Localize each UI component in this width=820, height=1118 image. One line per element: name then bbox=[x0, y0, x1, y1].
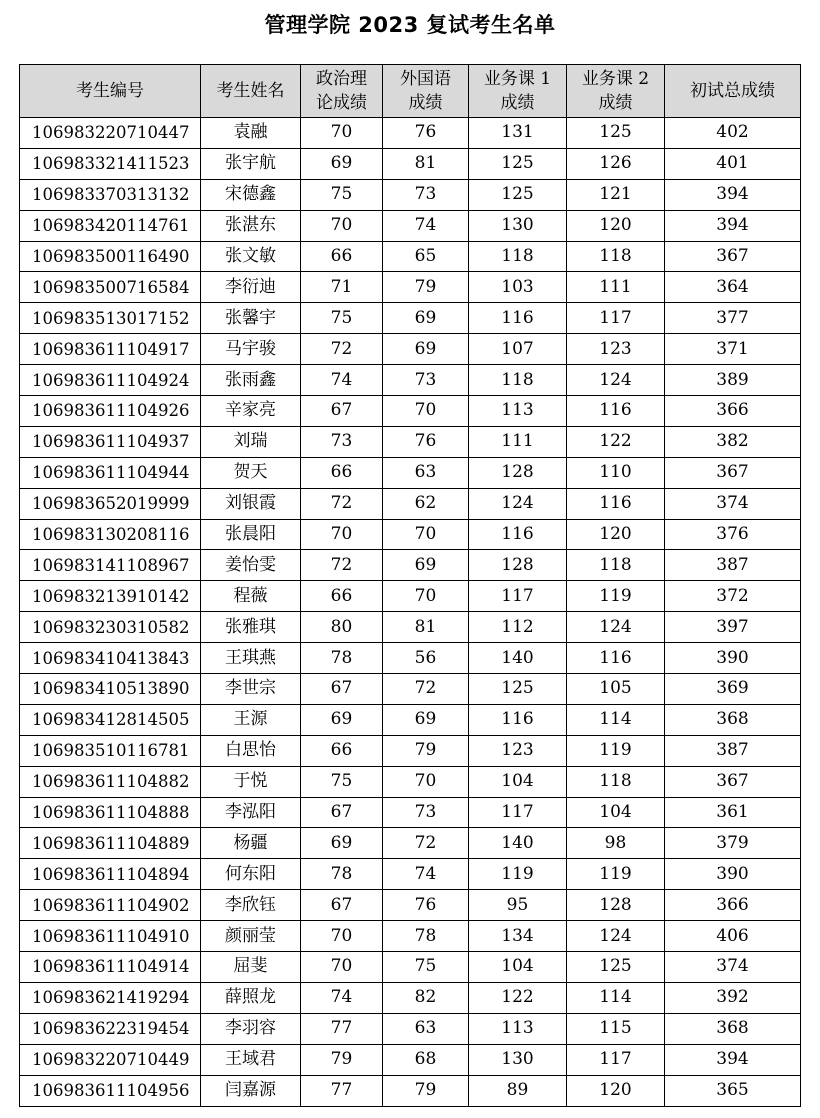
cell-candidate-id: 106983611104889 bbox=[20, 828, 201, 859]
cell-total-score: 394 bbox=[665, 210, 801, 241]
cell-candidate-id: 106983410413843 bbox=[20, 643, 201, 674]
cell-candidate-name: 张文敏 bbox=[201, 241, 301, 272]
cell-total-score: 377 bbox=[665, 303, 801, 334]
cell-politics-score: 72 bbox=[301, 488, 383, 519]
cell-total-score: 371 bbox=[665, 334, 801, 365]
cell-candidate-name: 张湛东 bbox=[201, 210, 301, 241]
table-row bbox=[20, 210, 801, 241]
cell-course1-score: 123 bbox=[469, 735, 567, 766]
cell-total-score: 367 bbox=[665, 766, 801, 797]
cell-total-score: 369 bbox=[665, 674, 801, 705]
cell-politics-score: 70 bbox=[301, 519, 383, 550]
table-row bbox=[20, 303, 801, 334]
cell-total-score: 367 bbox=[665, 457, 801, 488]
cell-politics-score: 70 bbox=[301, 210, 383, 241]
cell-foreign-language-score: 70 bbox=[383, 766, 469, 797]
cell-politics-score: 67 bbox=[301, 396, 383, 427]
cell-candidate-name: 张馨宇 bbox=[201, 303, 301, 334]
cell-candidate-name: 袁融 bbox=[201, 118, 301, 149]
header-total-score bbox=[665, 65, 801, 118]
header-candidate-name bbox=[201, 65, 301, 118]
cell-candidate-id: 106983611104926 bbox=[20, 396, 201, 427]
cell-course1-score: 116 bbox=[469, 704, 567, 735]
table-row bbox=[20, 457, 801, 488]
cell-total-score: 392 bbox=[665, 982, 801, 1013]
header-foreign-language-score bbox=[383, 65, 469, 118]
cell-total-score: 389 bbox=[665, 365, 801, 396]
cell-course2-score: 118 bbox=[567, 241, 665, 272]
cell-candidate-name: 何东阳 bbox=[201, 859, 301, 890]
cell-total-score: 364 bbox=[665, 272, 801, 303]
cell-course2-score: 117 bbox=[567, 303, 665, 334]
cell-candidate-name: 宋德鑫 bbox=[201, 179, 301, 210]
cell-politics-score: 75 bbox=[301, 766, 383, 797]
cell-course2-score: 119 bbox=[567, 859, 665, 890]
cell-course1-score: 104 bbox=[469, 952, 567, 983]
cell-candidate-name: 张晨阳 bbox=[201, 519, 301, 550]
cell-candidate-name: 刘瑞 bbox=[201, 426, 301, 457]
table-body bbox=[20, 118, 801, 1107]
cell-course2-score: 121 bbox=[567, 179, 665, 210]
cell-candidate-name: 贺天 bbox=[201, 457, 301, 488]
cell-candidate-name: 张宇航 bbox=[201, 148, 301, 179]
cell-course2-score: 98 bbox=[567, 828, 665, 859]
cell-candidate-id: 106983141108967 bbox=[20, 550, 201, 581]
header-foreign-line2: 成绩 bbox=[408, 93, 443, 113]
cell-politics-score: 67 bbox=[301, 674, 383, 705]
cell-foreign-language-score: 82 bbox=[383, 982, 469, 1013]
cell-foreign-language-score: 63 bbox=[383, 1013, 469, 1044]
cell-politics-score: 69 bbox=[301, 828, 383, 859]
table-row bbox=[20, 797, 801, 828]
header-total-score-label: 初试总成绩 bbox=[690, 81, 775, 101]
cell-course2-score: 122 bbox=[567, 426, 665, 457]
cell-course1-score: 118 bbox=[469, 241, 567, 272]
cell-course2-score: 120 bbox=[567, 1075, 665, 1106]
cell-course1-score: 134 bbox=[469, 921, 567, 952]
cell-politics-score: 70 bbox=[301, 921, 383, 952]
cell-course1-score: 119 bbox=[469, 859, 567, 890]
cell-course1-score: 128 bbox=[469, 550, 567, 581]
cell-politics-score: 79 bbox=[301, 1044, 383, 1075]
cell-foreign-language-score: 78 bbox=[383, 921, 469, 952]
header-course2-score bbox=[567, 65, 665, 118]
cell-total-score: 367 bbox=[665, 241, 801, 272]
table-row bbox=[20, 550, 801, 581]
cell-course1-score: 113 bbox=[469, 396, 567, 427]
table-row bbox=[20, 643, 801, 674]
cell-foreign-language-score: 76 bbox=[383, 118, 469, 149]
cell-candidate-id: 106983621419294 bbox=[20, 982, 201, 1013]
table-row bbox=[20, 612, 801, 643]
cell-candidate-name: 薛照龙 bbox=[201, 982, 301, 1013]
cell-course1-score: 113 bbox=[469, 1013, 567, 1044]
cell-candidate-id: 106983412814505 bbox=[20, 704, 201, 735]
cell-candidate-id: 106983370313132 bbox=[20, 179, 201, 210]
cell-foreign-language-score: 74 bbox=[383, 210, 469, 241]
cell-course1-score: 111 bbox=[469, 426, 567, 457]
header-politics-score bbox=[301, 65, 383, 118]
cell-course1-score: 125 bbox=[469, 179, 567, 210]
cell-foreign-language-score: 56 bbox=[383, 643, 469, 674]
cell-candidate-name: 白思怡 bbox=[201, 735, 301, 766]
cell-foreign-language-score: 68 bbox=[383, 1044, 469, 1075]
header-course1-line1: 业务课 1 bbox=[483, 69, 552, 89]
cell-candidate-id: 106983611104917 bbox=[20, 334, 201, 365]
table-row bbox=[20, 334, 801, 365]
cell-foreign-language-score: 79 bbox=[383, 735, 469, 766]
cell-course2-score: 128 bbox=[567, 890, 665, 921]
cell-candidate-id: 106983321411523 bbox=[20, 148, 201, 179]
table-row bbox=[20, 1013, 801, 1044]
cell-foreign-language-score: 69 bbox=[383, 303, 469, 334]
cell-course2-score: 111 bbox=[567, 272, 665, 303]
table-row bbox=[20, 272, 801, 303]
table-row bbox=[20, 766, 801, 797]
cell-course2-score: 115 bbox=[567, 1013, 665, 1044]
cell-total-score: 365 bbox=[665, 1075, 801, 1106]
cell-course1-score: 116 bbox=[469, 519, 567, 550]
cell-total-score: 366 bbox=[665, 396, 801, 427]
cell-course1-score: 124 bbox=[469, 488, 567, 519]
table-row bbox=[20, 426, 801, 457]
cell-foreign-language-score: 74 bbox=[383, 859, 469, 890]
cell-politics-score: 74 bbox=[301, 365, 383, 396]
cell-candidate-name: 辛家亮 bbox=[201, 396, 301, 427]
cell-foreign-language-score: 81 bbox=[383, 612, 469, 643]
cell-candidate-id: 106983220710449 bbox=[20, 1044, 201, 1075]
table-row bbox=[20, 396, 801, 427]
cell-course2-score: 124 bbox=[567, 921, 665, 952]
cell-candidate-name: 王琪燕 bbox=[201, 643, 301, 674]
cell-foreign-language-score: 69 bbox=[383, 704, 469, 735]
cell-candidate-id: 106983420114761 bbox=[20, 210, 201, 241]
cell-politics-score: 69 bbox=[301, 704, 383, 735]
header-candidate-id bbox=[20, 65, 201, 118]
cell-course1-score: 103 bbox=[469, 272, 567, 303]
document-title: 管理学院 2023 复试考生名单 bbox=[264, 13, 556, 37]
cell-candidate-name: 李衍迪 bbox=[201, 272, 301, 303]
cell-course1-score: 130 bbox=[469, 1044, 567, 1075]
cell-candidate-id: 106983220710447 bbox=[20, 118, 201, 149]
cell-candidate-name: 闫嘉源 bbox=[201, 1075, 301, 1106]
cell-candidate-name: 李欣钰 bbox=[201, 890, 301, 921]
cell-course2-score: 119 bbox=[567, 581, 665, 612]
table-row bbox=[20, 581, 801, 612]
cell-candidate-name: 李羽容 bbox=[201, 1013, 301, 1044]
table-row bbox=[20, 519, 801, 550]
cell-total-score: 361 bbox=[665, 797, 801, 828]
header-candidate-name-label: 考生姓名 bbox=[216, 81, 285, 101]
cell-course2-score: 114 bbox=[567, 704, 665, 735]
cell-candidate-name: 于悦 bbox=[201, 766, 301, 797]
cell-course1-score: 131 bbox=[469, 118, 567, 149]
cell-candidate-id: 106983510116781 bbox=[20, 735, 201, 766]
cell-politics-score: 72 bbox=[301, 550, 383, 581]
header-politics-line1: 政治理 bbox=[316, 69, 367, 89]
cell-total-score: 394 bbox=[665, 179, 801, 210]
cell-course2-score: 114 bbox=[567, 982, 665, 1013]
cell-candidate-id: 106983410513890 bbox=[20, 674, 201, 705]
cell-candidate-name: 杨疆 bbox=[201, 828, 301, 859]
table-row bbox=[20, 921, 801, 952]
cell-candidate-name: 王域君 bbox=[201, 1044, 301, 1075]
cell-politics-score: 70 bbox=[301, 952, 383, 983]
cell-foreign-language-score: 79 bbox=[383, 272, 469, 303]
cell-total-score: 382 bbox=[665, 426, 801, 457]
header-course1-score bbox=[469, 65, 567, 118]
cell-politics-score: 67 bbox=[301, 797, 383, 828]
cell-candidate-id: 106983500116490 bbox=[20, 241, 201, 272]
cell-politics-score: 66 bbox=[301, 241, 383, 272]
cell-course1-score: 118 bbox=[469, 365, 567, 396]
cell-politics-score: 70 bbox=[301, 118, 383, 149]
cell-foreign-language-score: 73 bbox=[383, 179, 469, 210]
cell-politics-score: 80 bbox=[301, 612, 383, 643]
cell-candidate-id: 106983130208116 bbox=[20, 519, 201, 550]
cell-total-score: 368 bbox=[665, 1013, 801, 1044]
cell-course1-score: 128 bbox=[469, 457, 567, 488]
table-row bbox=[20, 859, 801, 890]
cell-politics-score: 75 bbox=[301, 179, 383, 210]
cell-course2-score: 120 bbox=[567, 519, 665, 550]
header-politics-line2: 论成绩 bbox=[316, 93, 367, 113]
cell-candidate-id: 106983611104894 bbox=[20, 859, 201, 890]
cell-total-score: 390 bbox=[665, 643, 801, 674]
cell-candidate-name: 李泓阳 bbox=[201, 797, 301, 828]
cell-foreign-language-score: 70 bbox=[383, 396, 469, 427]
cell-course2-score: 124 bbox=[567, 612, 665, 643]
cell-candidate-id: 106983611104882 bbox=[20, 766, 201, 797]
cell-foreign-language-score: 69 bbox=[383, 334, 469, 365]
table-header-row bbox=[20, 65, 801, 118]
cell-politics-score: 78 bbox=[301, 643, 383, 674]
cell-politics-score: 66 bbox=[301, 735, 383, 766]
cell-total-score: 394 bbox=[665, 1044, 801, 1075]
table-row bbox=[20, 828, 801, 859]
cell-course1-score: 117 bbox=[469, 797, 567, 828]
header-candidate-id-label: 考生编号 bbox=[76, 81, 144, 101]
cell-foreign-language-score: 73 bbox=[383, 797, 469, 828]
cell-course2-score: 125 bbox=[567, 118, 665, 149]
cell-course2-score: 104 bbox=[567, 797, 665, 828]
cell-politics-score: 67 bbox=[301, 890, 383, 921]
cell-course1-score: 125 bbox=[469, 674, 567, 705]
cell-candidate-id: 106983611104902 bbox=[20, 890, 201, 921]
cell-foreign-language-score: 63 bbox=[383, 457, 469, 488]
cell-foreign-language-score: 69 bbox=[383, 550, 469, 581]
cell-candidate-name: 颜丽莹 bbox=[201, 921, 301, 952]
table-row bbox=[20, 241, 801, 272]
cell-candidate-id: 106983652019999 bbox=[20, 488, 201, 519]
cell-course2-score: 116 bbox=[567, 396, 665, 427]
cell-total-score: 401 bbox=[665, 148, 801, 179]
candidate-score-table bbox=[19, 64, 801, 1107]
cell-candidate-name: 张雨鑫 bbox=[201, 365, 301, 396]
cell-foreign-language-score: 75 bbox=[383, 952, 469, 983]
table-row bbox=[20, 365, 801, 396]
header-course1-line2: 成绩 bbox=[500, 93, 535, 113]
cell-total-score: 368 bbox=[665, 704, 801, 735]
cell-politics-score: 75 bbox=[301, 303, 383, 334]
cell-candidate-id: 106983230310582 bbox=[20, 612, 201, 643]
cell-foreign-language-score: 73 bbox=[383, 365, 469, 396]
cell-foreign-language-score: 76 bbox=[383, 890, 469, 921]
cell-candidate-name: 李世宗 bbox=[201, 674, 301, 705]
cell-total-score: 387 bbox=[665, 735, 801, 766]
cell-total-score: 387 bbox=[665, 550, 801, 581]
table-row bbox=[20, 1075, 801, 1106]
cell-foreign-language-score: 62 bbox=[383, 488, 469, 519]
cell-course2-score: 105 bbox=[567, 674, 665, 705]
cell-total-score: 406 bbox=[665, 921, 801, 952]
table-row bbox=[20, 488, 801, 519]
cell-course2-score: 125 bbox=[567, 952, 665, 983]
table-row bbox=[20, 890, 801, 921]
cell-total-score: 379 bbox=[665, 828, 801, 859]
cell-total-score: 376 bbox=[665, 519, 801, 550]
table-row bbox=[20, 148, 801, 179]
cell-course2-score: 119 bbox=[567, 735, 665, 766]
cell-candidate-name: 张雅琪 bbox=[201, 612, 301, 643]
table-row bbox=[20, 674, 801, 705]
cell-politics-score: 77 bbox=[301, 1075, 383, 1106]
cell-total-score: 390 bbox=[665, 859, 801, 890]
cell-course2-score: 123 bbox=[567, 334, 665, 365]
cell-course1-score: 140 bbox=[469, 828, 567, 859]
cell-politics-score: 66 bbox=[301, 581, 383, 612]
cell-course1-score: 117 bbox=[469, 581, 567, 612]
table-row bbox=[20, 704, 801, 735]
cell-total-score: 397 bbox=[665, 612, 801, 643]
cell-candidate-id: 106983611104937 bbox=[20, 426, 201, 457]
cell-foreign-language-score: 70 bbox=[383, 519, 469, 550]
cell-foreign-language-score: 79 bbox=[383, 1075, 469, 1106]
cell-course2-score: 126 bbox=[567, 148, 665, 179]
cell-course2-score: 124 bbox=[567, 365, 665, 396]
cell-course2-score: 118 bbox=[567, 550, 665, 581]
table-row bbox=[20, 118, 801, 149]
cell-foreign-language-score: 72 bbox=[383, 828, 469, 859]
cell-candidate-id: 106983611104956 bbox=[20, 1075, 201, 1106]
cell-candidate-id: 106983611104888 bbox=[20, 797, 201, 828]
cell-politics-score: 66 bbox=[301, 457, 383, 488]
cell-course2-score: 117 bbox=[567, 1044, 665, 1075]
cell-total-score: 374 bbox=[665, 952, 801, 983]
table-row bbox=[20, 179, 801, 210]
cell-course1-score: 130 bbox=[469, 210, 567, 241]
cell-candidate-name: 程薇 bbox=[201, 581, 301, 612]
cell-course2-score: 118 bbox=[567, 766, 665, 797]
cell-candidate-id: 106983500716584 bbox=[20, 272, 201, 303]
table-row bbox=[20, 735, 801, 766]
cell-candidate-id: 106983611104924 bbox=[20, 365, 201, 396]
cell-candidate-id: 106983611104914 bbox=[20, 952, 201, 983]
cell-candidate-name: 刘银霞 bbox=[201, 488, 301, 519]
cell-foreign-language-score: 81 bbox=[383, 148, 469, 179]
cell-candidate-id: 106983622319454 bbox=[20, 1013, 201, 1044]
cell-politics-score: 69 bbox=[301, 148, 383, 179]
cell-course2-score: 120 bbox=[567, 210, 665, 241]
cell-politics-score: 78 bbox=[301, 859, 383, 890]
cell-politics-score: 72 bbox=[301, 334, 383, 365]
cell-foreign-language-score: 70 bbox=[383, 581, 469, 612]
cell-course2-score: 110 bbox=[567, 457, 665, 488]
cell-candidate-name: 屈斐 bbox=[201, 952, 301, 983]
header-course2-line1: 业务课 2 bbox=[581, 69, 650, 89]
cell-course1-score: 140 bbox=[469, 643, 567, 674]
cell-candidate-id: 106983611104910 bbox=[20, 921, 201, 952]
table-row bbox=[20, 982, 801, 1013]
table-row bbox=[20, 952, 801, 983]
cell-total-score: 366 bbox=[665, 890, 801, 921]
cell-total-score: 372 bbox=[665, 581, 801, 612]
cell-politics-score: 73 bbox=[301, 426, 383, 457]
cell-foreign-language-score: 72 bbox=[383, 674, 469, 705]
cell-candidate-name: 马宇骏 bbox=[201, 334, 301, 365]
table-row bbox=[20, 1044, 801, 1075]
cell-course1-score: 104 bbox=[469, 766, 567, 797]
cell-course1-score: 107 bbox=[469, 334, 567, 365]
cell-candidate-id: 106983513017152 bbox=[20, 303, 201, 334]
cell-politics-score: 77 bbox=[301, 1013, 383, 1044]
cell-politics-score: 74 bbox=[301, 982, 383, 1013]
cell-foreign-language-score: 76 bbox=[383, 426, 469, 457]
cell-course1-score: 89 bbox=[469, 1075, 567, 1106]
cell-foreign-language-score: 65 bbox=[383, 241, 469, 272]
header-course2-line2: 成绩 bbox=[598, 93, 633, 113]
cell-total-score: 402 bbox=[665, 118, 801, 149]
cell-course1-score: 122 bbox=[469, 982, 567, 1013]
cell-course1-score: 95 bbox=[469, 890, 567, 921]
cell-course1-score: 125 bbox=[469, 148, 567, 179]
cell-politics-score: 71 bbox=[301, 272, 383, 303]
cell-course2-score: 116 bbox=[567, 488, 665, 519]
cell-course2-score: 116 bbox=[567, 643, 665, 674]
cell-candidate-id: 106983611104944 bbox=[20, 457, 201, 488]
cell-candidate-id: 106983213910142 bbox=[20, 581, 201, 612]
cell-course1-score: 112 bbox=[469, 612, 567, 643]
cell-candidate-name: 王源 bbox=[201, 704, 301, 735]
cell-candidate-name: 姜怡雯 bbox=[201, 550, 301, 581]
header-foreign-line1: 外国语 bbox=[400, 69, 451, 89]
cell-total-score: 374 bbox=[665, 488, 801, 519]
cell-course1-score: 116 bbox=[469, 303, 567, 334]
